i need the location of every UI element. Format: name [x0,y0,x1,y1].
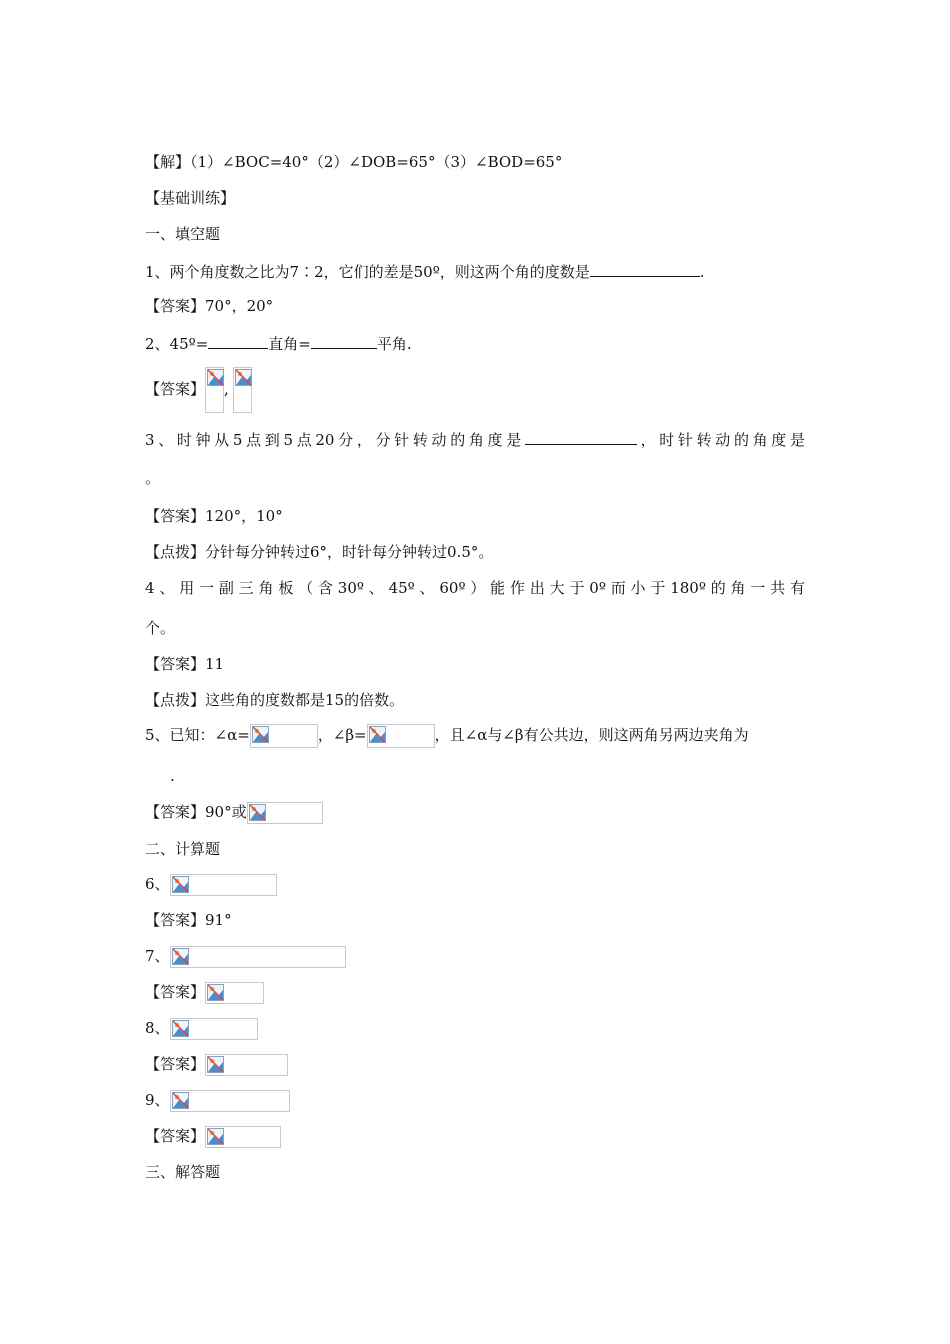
question-9 [145,1088,290,1112]
question-6-label: 6、 [145,875,170,893]
question-3-mid: ，时针转动的角度是 [636,431,805,449]
question-4: 4、用一副三角板（含30º、45º、60º）能作出大于0º而小于180º的角一共有 [145,579,805,597]
answer-blank [208,332,268,349]
question-3-end: 。 [145,469,161,487]
broken-image-icon [205,1054,288,1076]
broken-image-icon [170,1090,290,1112]
answer-label: 【答案】 [145,380,206,398]
answer-blank [525,428,637,445]
broken-image-icon [233,367,252,413]
question-4-end: 个。 [145,619,176,637]
part2-heading: 二、计算题 [145,840,221,858]
answer-blank [590,260,700,277]
question-5-end: . [170,767,175,785]
answer-5-text: 【答案】90°或 [145,803,247,821]
hint-4: 【点拨】这些角的度数都是15的倍数。 [145,691,405,709]
answer-6: 【答案】91° [145,911,232,929]
answer-4: 【答案】11 [145,655,225,673]
question-5-text: 5、已知：∠α= [145,726,250,744]
separator: , [224,380,229,398]
part3-heading: 三、解答题 [145,1163,221,1181]
question-7-label: 7、 [145,947,170,965]
answer-7 [145,980,264,1004]
question-5 [145,722,749,748]
part1-heading: 一、填空题 [145,225,221,243]
question-9-label: 9、 [145,1091,170,1109]
question-3 [145,428,805,450]
question-2-end: 平角. [376,335,412,353]
question-1-text: 1、两个角度数之比为7∶2，它们的差是50º，则这两个角的度数是 [145,263,590,281]
answer-label: 【答案】 [145,983,206,1001]
question-5-post: ，且∠α与∠β有公共边，则这两角另两边夹角为 [434,726,749,744]
question-6 [145,872,277,896]
answer-8 [145,1052,288,1076]
broken-image-icon [205,982,264,1004]
answer-3: 【答案】120°，10° [145,507,283,525]
broken-image-icon [205,367,224,413]
broken-image-icon [367,724,435,748]
broken-image-icon [170,874,277,896]
answer-9 [145,1124,281,1148]
question-2 [145,332,412,354]
question-2-mid: 直角= [268,335,311,353]
answer-blank [311,332,377,349]
question-1 [145,260,705,282]
answer-5 [145,800,323,824]
broken-image-icon [247,802,323,824]
broken-image-icon [170,946,346,968]
question-8-label: 8、 [145,1019,170,1037]
answer-label: 【答案】 [145,1055,206,1073]
question-8 [145,1016,258,1040]
section-basic-training: 【基础训练】 [145,189,236,207]
question-1-end: . [699,263,705,281]
broken-image-icon [205,1126,281,1148]
broken-image-icon [250,724,318,748]
answer-label: 【答案】 [145,1127,206,1145]
solution-line: 【解】（1）∠BOC=40°（2）∠DOB=65°（3）∠BOD=65° [145,153,563,171]
question-5-mid: ，∠β= [317,726,367,744]
question-3-text: 3、时钟从5点到5点20分，分针转动的角度是 [145,431,525,449]
hint-3: 【点拨】分针每分钟转过6°，时针每分钟转过0.5°。 [145,543,494,561]
question-2-text: 2、45º= [145,335,209,353]
answer-1: 【答案】70°，20° [145,297,274,315]
question-7 [145,944,346,968]
answer-2 [145,366,252,413]
broken-image-icon [170,1018,258,1040]
